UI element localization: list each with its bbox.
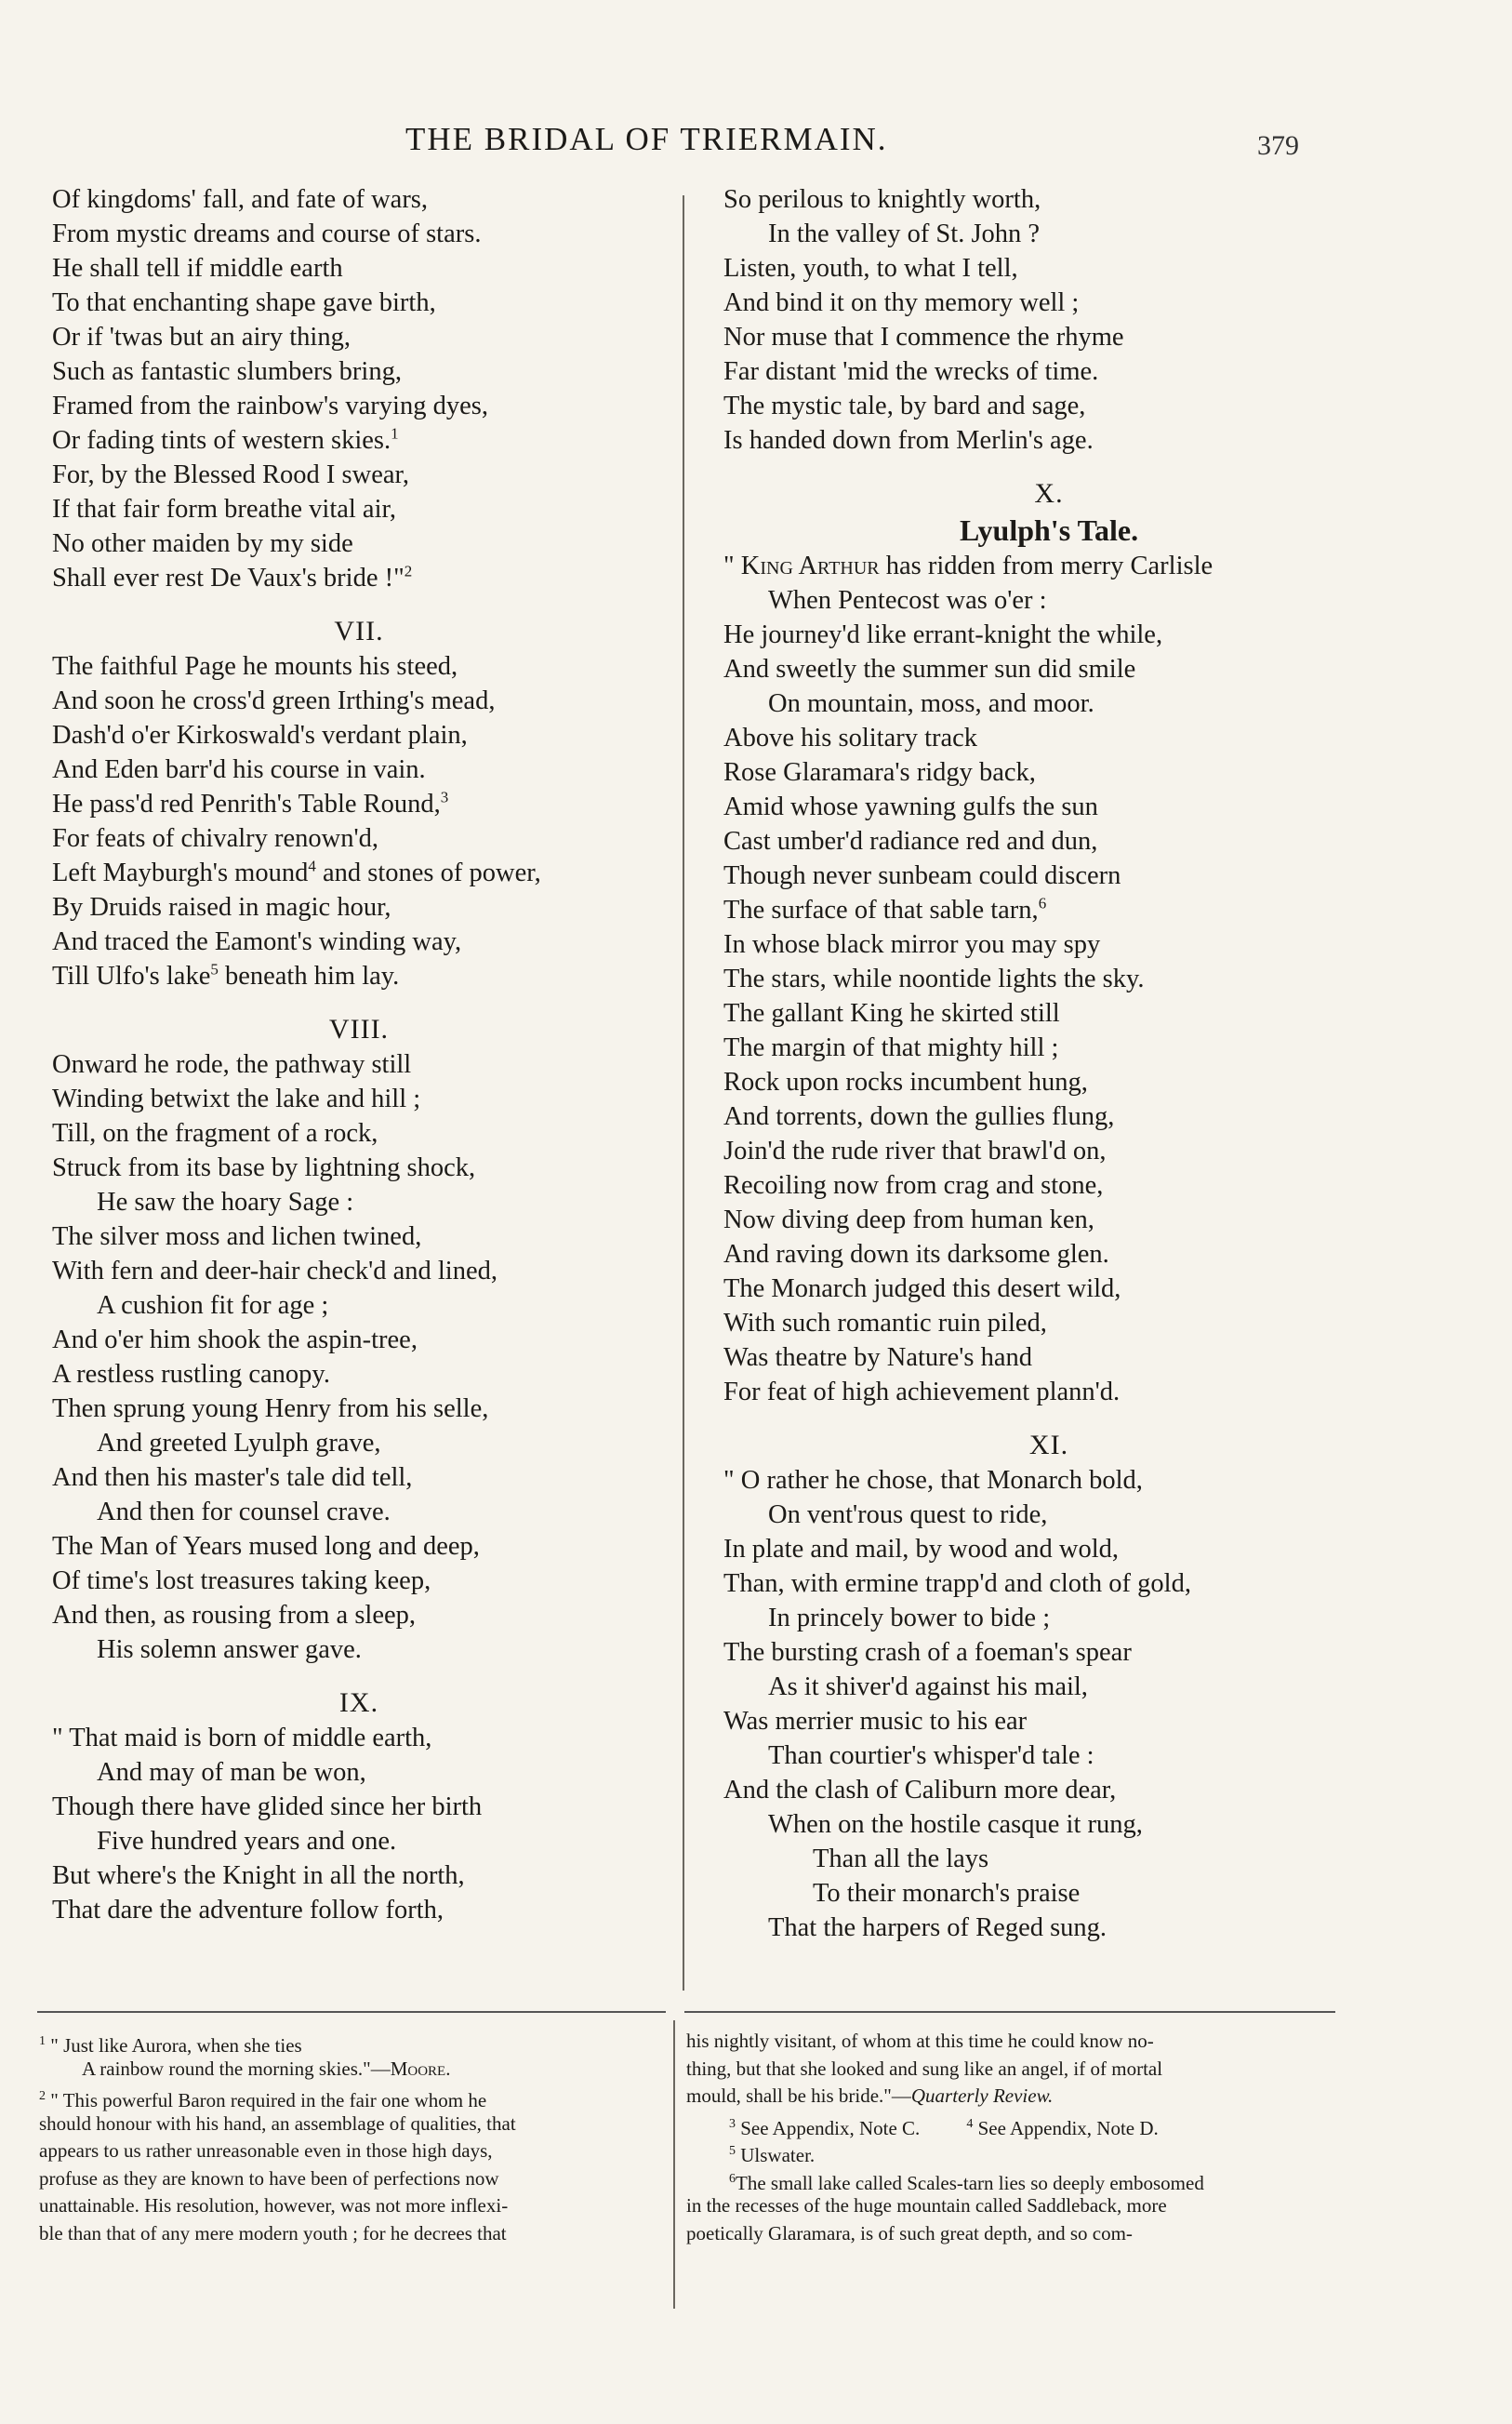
footnote-text: A rainbow round the morning skies."— bbox=[82, 2057, 391, 2080]
footnote-ref: 1 bbox=[391, 424, 399, 443]
verse-line: And traced the Eamont's winding way, bbox=[52, 927, 462, 956]
running-title: THE BRIDAL OF TRIERMAIN. bbox=[405, 121, 888, 157]
footnote-ref: 5 bbox=[210, 960, 219, 979]
verse-line: Amid whose yawning gulfs the sun bbox=[723, 792, 1098, 821]
verse-line: A restless rustling canopy. bbox=[52, 1360, 330, 1389]
verse-line: As it shiver'd against his mail, bbox=[768, 1672, 1088, 1701]
verse-line: Now diving deep from human ken, bbox=[723, 1205, 1094, 1234]
verse-line: And then his master's tale did tell, bbox=[52, 1463, 413, 1492]
verse-line bbox=[52, 787, 666, 821]
verse-line: The margin of that mighty hill ; bbox=[723, 1033, 1059, 1062]
footnote-mark: 4 bbox=[966, 2116, 974, 2131]
footnote-text: mould, shall be his bride."— bbox=[686, 2084, 911, 2107]
footnote-source: Quarterly Review. bbox=[910, 2084, 1054, 2107]
footnote-line bbox=[39, 2056, 664, 2084]
verse-line: Than, with ermine trapp'd and cloth of gold, bbox=[723, 1569, 1191, 1598]
verse-line: In princely bower to bide ; bbox=[768, 1604, 1051, 1632]
footnote-line bbox=[686, 2111, 1337, 2138]
footnote-text: The small lake called Scales-tarn lies so deeply embosomed bbox=[736, 2171, 1204, 2194]
verse-line: Such as fantastic slumbers bring, bbox=[52, 357, 402, 386]
verse-line: By Druids raised in magic hour, bbox=[52, 893, 391, 922]
verse-line: Cast umber'd radiance red and dun, bbox=[723, 827, 1098, 856]
footnote-line: appears to us rather unreasonable even in those high days, bbox=[39, 2139, 493, 2162]
verse-line: On mountain, moss, and moor. bbox=[768, 689, 1094, 718]
verse-line: For feat of high achievement plann'd. bbox=[723, 1378, 1121, 1406]
verse-line: Was theatre by Nature's hand bbox=[723, 1343, 1033, 1372]
verse-line: When Pentecost was o'er : bbox=[768, 586, 1047, 615]
verse-text: has ridden from merry Carlisle bbox=[879, 552, 1214, 580]
verse-line: If that fair form breathe vital air, bbox=[52, 495, 396, 524]
verse-line: Listen, youth, to what I tell, bbox=[723, 254, 1018, 283]
verse-line: The faithful Page he mounts his steed, bbox=[52, 652, 458, 681]
footnotes-right bbox=[686, 2028, 1337, 2247]
footnote-line: his nightly visitant, of whom at this time he could know no- bbox=[686, 2030, 1154, 2052]
verse-line: But where's the Knight in all the north, bbox=[52, 1861, 465, 1890]
page-header bbox=[0, 121, 1512, 166]
verse-line: And then for counsel crave. bbox=[97, 1498, 391, 1526]
verse-text: The surface of that sable tarn, bbox=[723, 896, 1039, 925]
verse-text: Till Ulfo's lake bbox=[52, 962, 211, 991]
verse-line: Far distant 'mid the wrecks of time. bbox=[723, 357, 1099, 386]
verse-text: He pass'd red Penrith's Table Round, bbox=[52, 790, 441, 819]
section-title: Lyulph's Tale. bbox=[959, 513, 1139, 547]
stanza-number: VII. bbox=[334, 616, 384, 646]
verse-line: Is handed down from Merlin's age. bbox=[723, 426, 1094, 455]
verse-line: " That maid is born of middle earth, bbox=[52, 1724, 432, 1752]
footnote-rule bbox=[684, 2011, 1335, 2013]
verse-line bbox=[52, 561, 666, 595]
footnote-text: See Appendix, Note D. bbox=[977, 2116, 1159, 2139]
verse-line: To their monarch's praise bbox=[813, 1879, 1081, 1908]
left-column bbox=[52, 182, 666, 1927]
verse-line: To that enchanting shape gave birth, bbox=[52, 288, 436, 317]
verse-line: The Monarch judged this desert wild, bbox=[723, 1274, 1121, 1303]
footnote-author: Moore. bbox=[390, 2057, 451, 2080]
verse-text: beneath him lay. bbox=[218, 962, 400, 991]
verse-line: Of kingdoms' fall, and fate of wars, bbox=[52, 185, 429, 214]
footnote-line: profuse as they are known to have been of perfections now bbox=[39, 2166, 499, 2190]
verse-line: In plate and mail, by wood and wold, bbox=[723, 1535, 1120, 1564]
verse-line: " O rather he chose, that Monarch bold, bbox=[723, 1466, 1143, 1495]
footnote-column-divider bbox=[673, 2020, 675, 2309]
verse-line: The bursting crash of a foeman's spear bbox=[723, 1638, 1132, 1667]
verse-line: Than courtier's whisper'd tale : bbox=[768, 1741, 1094, 1770]
verse-line bbox=[52, 856, 666, 890]
stanza-number: IX. bbox=[338, 1687, 379, 1718]
verse-line: And bind it on thy memory well ; bbox=[723, 288, 1080, 317]
right-column bbox=[723, 182, 1374, 1945]
footnote-ref: 4 bbox=[308, 857, 316, 875]
footnote-line bbox=[39, 2083, 664, 2111]
footnote-line bbox=[686, 2138, 1337, 2165]
verse-line: The Man of Years mused long and deep, bbox=[52, 1532, 480, 1561]
verse-line: Of time's lost treasures taking keep, bbox=[52, 1566, 431, 1595]
verse-line: That the harpers of Reged sung. bbox=[768, 1913, 1107, 1942]
verse-line bbox=[723, 893, 1374, 927]
verse-line: And then, as rousing from a sleep, bbox=[52, 1601, 416, 1630]
footnote-text: See Appendix, Note C. bbox=[740, 2116, 921, 2139]
verse-line bbox=[52, 959, 666, 993]
verse-line: The stars, while noontide lights the sky. bbox=[723, 965, 1145, 993]
verse-text: Shall ever rest De Vaux's bride !" bbox=[52, 564, 405, 593]
page-number: 379 bbox=[1257, 130, 1299, 161]
verse-line: Join'd the rude river that brawl'd on, bbox=[723, 1137, 1107, 1165]
verse-line: And raving down its darksome glen. bbox=[723, 1240, 1109, 1269]
verse-line: Above his solitary track bbox=[723, 724, 978, 753]
verse-line: He shall tell if middle earth bbox=[52, 254, 343, 283]
footnote-line: poetically Glaramara, is of such great depth, and so com- bbox=[686, 2221, 1133, 2244]
verse-line: Then sprung young Henry from his selle, bbox=[52, 1394, 489, 1423]
verse-line: Framed from the rainbow's varying dyes, bbox=[52, 392, 488, 420]
verse-line: With such romantic ruin piled, bbox=[723, 1309, 1047, 1338]
verse-line: Dash'd o'er Kirkoswald's verdant plain, bbox=[52, 721, 468, 750]
footnote-rule bbox=[37, 2011, 666, 2013]
footnote-ref: 3 bbox=[440, 788, 449, 806]
footnote-line: ble than that of any mere modern youth ; for he decrees that bbox=[39, 2221, 507, 2244]
verse-line: And greeted Lyulph grave, bbox=[97, 1429, 381, 1458]
verse-text: and stones of power, bbox=[315, 859, 541, 887]
footnote-line bbox=[39, 2028, 664, 2056]
footnote-mark: 6 bbox=[729, 2171, 736, 2186]
column-divider bbox=[683, 195, 684, 1991]
verse-line: And may of man be won, bbox=[97, 1758, 366, 1787]
verse-text: Left Mayburgh's mound bbox=[52, 859, 309, 887]
verse-line: Till, on the fragment of a rock, bbox=[52, 1119, 378, 1148]
verse-line: Or if 'twas but an airy thing, bbox=[52, 323, 351, 352]
verse-line: Struck from its base by lightning shock, bbox=[52, 1153, 476, 1182]
verse-line: He journey'd like errant-knight the while, bbox=[723, 620, 1163, 649]
verse-line: Though never sunbeam could discern bbox=[723, 861, 1121, 890]
verse-line: Winding betwixt the lake and hill ; bbox=[52, 1085, 421, 1113]
verse-line bbox=[52, 423, 666, 458]
verse-text: " bbox=[723, 552, 741, 580]
stanza-number: VIII. bbox=[328, 1014, 390, 1045]
verse-line: So perilous to knightly worth, bbox=[723, 185, 1041, 214]
footnote-ref: 6 bbox=[1038, 894, 1047, 912]
footnote-ref: 2 bbox=[404, 562, 413, 580]
footnote-mark: 2 bbox=[39, 2089, 46, 2103]
verse-line: And Eden barr'd his course in vain. bbox=[52, 755, 426, 784]
verse-line: Recoiling now from crag and stone, bbox=[723, 1171, 1104, 1200]
footnote-text: " This powerful Baron required in the fair one whom he bbox=[50, 2089, 487, 2111]
stanza-number: XI. bbox=[1028, 1430, 1069, 1460]
verse-line: He saw the hoary Sage : bbox=[97, 1188, 354, 1217]
verse-line: From mystic dreams and course of stars. bbox=[52, 220, 482, 248]
verse-line: For feats of chivalry renown'd, bbox=[52, 824, 378, 853]
verse-line: His solemn answer gave. bbox=[97, 1635, 362, 1664]
verse-line: A cushion fit for age ; bbox=[97, 1291, 329, 1320]
verse-line: And o'er him shook the aspin-tree, bbox=[52, 1325, 418, 1354]
footnote-line: thing, but that she looked and sung like an angel, if of mortal bbox=[686, 2057, 1163, 2080]
footnote-mark: 1 bbox=[39, 2034, 46, 2048]
verse-line bbox=[723, 549, 1374, 583]
verse-line: Rock upon rocks incumbent hung, bbox=[723, 1068, 1088, 1097]
verse-line: When on the hostile casque it rung, bbox=[768, 1810, 1143, 1839]
verse-line: Though there have glided since her birth bbox=[52, 1792, 483, 1821]
verse-line: Rose Glaramara's ridgy back, bbox=[723, 758, 1036, 787]
verse-line: No other maiden by my side bbox=[52, 529, 353, 558]
verse-line: The silver moss and lichen twined, bbox=[52, 1222, 422, 1251]
footnote-line bbox=[686, 2083, 1337, 2111]
verse-line: Than all the lays bbox=[813, 1845, 989, 1873]
verse-text: Or fading tints of western skies. bbox=[52, 426, 391, 455]
verse-line: And sweetly the summer sun did smile bbox=[723, 655, 1136, 684]
footnote-text: Ulswater. bbox=[740, 2144, 816, 2166]
footnote-line: in the recesses of the huge mountain called Saddleback, more bbox=[686, 2194, 1167, 2217]
verse-line: And soon he cross'd green Irthing's mead, bbox=[52, 686, 496, 715]
footnote-text: " Just like Aurora, when she ties bbox=[50, 2034, 302, 2057]
footnote-line: unattainable. His resolution, however, was not more inflexi- bbox=[39, 2194, 509, 2217]
verse-line: With fern and deer-hair check'd and lined, bbox=[52, 1257, 497, 1285]
verse-line: Was merrier music to his ear bbox=[723, 1707, 1028, 1736]
verse-line: And the clash of Caliburn more dear, bbox=[723, 1776, 1117, 1805]
verse-text: King Arthur bbox=[740, 552, 880, 580]
verse-line: Nor muse that I commence the rhyme bbox=[723, 323, 1124, 352]
verse-line: In whose black mirror you may spy bbox=[723, 930, 1101, 959]
verse-line: Onward he rode, the pathway still bbox=[52, 1050, 412, 1079]
verse-line: Five hundred years and one. bbox=[97, 1827, 397, 1856]
footnote-mark: 5 bbox=[729, 2144, 736, 2158]
verse-line: On vent'rous quest to ride, bbox=[768, 1500, 1048, 1529]
verse-line: In the valley of St. John ? bbox=[768, 220, 1041, 248]
footnote-mark: 3 bbox=[729, 2116, 736, 2131]
verse-line: That dare the adventure follow forth, bbox=[52, 1896, 444, 1925]
verse-line: The gallant King he skirted still bbox=[723, 999, 1060, 1028]
stanza-number: X. bbox=[1034, 478, 1064, 509]
verse-line: For, by the Blessed Rood I swear, bbox=[52, 460, 409, 489]
footnotes-left bbox=[39, 2028, 664, 2247]
footnote-line bbox=[686, 2165, 1337, 2193]
verse-line: The mystic tale, by bard and sage, bbox=[723, 392, 1086, 420]
footnote-line: should honour with his hand, an assemblage of qualities, that bbox=[39, 2111, 516, 2135]
verse-line: And torrents, down the gullies flung, bbox=[723, 1102, 1115, 1131]
